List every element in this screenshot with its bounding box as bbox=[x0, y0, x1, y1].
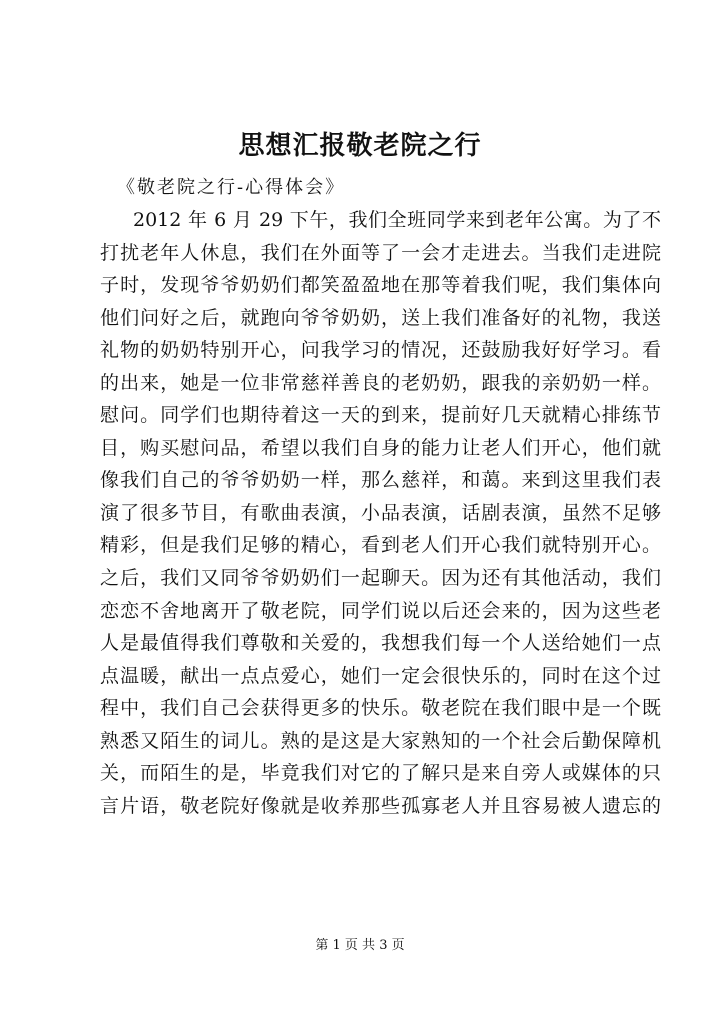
body-line: 程中，我们自己会获得更多的快乐。敬老院在我们眼中是一个既 bbox=[100, 697, 661, 720]
body-line: 熟悉又陌生的词儿。熟的是这是大家熟知的一个社会后勤保障机 bbox=[100, 729, 661, 752]
body-line: 之后，我们又同爷爷奶奶们一起聊天。因为还有其他活动，我们 bbox=[100, 567, 661, 590]
document-title: 思想汇报敬老院之行 bbox=[238, 131, 482, 161]
body-line: 慰问。同学们也期待着这一天的到来，提前好几天就精心排练节 bbox=[100, 404, 661, 427]
body-line: 言片语，敬老院好像就是收养那些孤寡老人并且容易被人遗忘的 bbox=[100, 794, 661, 817]
body-line: 点温暖，献出一点点爱心，她们一定会很快乐的，同时在这个过 bbox=[100, 664, 661, 687]
body-line: 像我们自己的爷爷奶奶一样，那么慈祥，和蔼。来到这里我们表 bbox=[100, 469, 661, 492]
body-line: 子时，发现爷爷奶奶们都笑盈盈地在那等着我们呢，我们集体向 bbox=[100, 274, 661, 297]
body-line: 人是最值得我们尊敬和关爱的，我想我们每一个人送给她们一点 bbox=[100, 632, 661, 655]
body-line: 打扰老年人休息，我们在外面等了一会才走进去。当我们走进院 bbox=[100, 241, 661, 264]
document-body bbox=[100, 204, 661, 822]
document-subtitle: 《敬老院之行-心得体会》 bbox=[117, 177, 346, 198]
body-line: 演了很多节目，有歌曲表演，小品表演，话剧表演，虽然不足够 bbox=[100, 501, 661, 524]
body-line: 关，而陌生的是，毕竟我们对它的了解只是来自旁人或媒体的只 bbox=[100, 762, 661, 785]
body-line: 恋恋不舍地离开了敬老院，同学们说以后还会来的，因为这些老 bbox=[100, 599, 661, 622]
body-line: 目，购买慰问品，希望以我们自身的能力让老人们开心，他们就 bbox=[100, 436, 661, 459]
body-line: 2012 年 6 月 29 下午，我们全班同学来到老年公寓。为了不 bbox=[133, 209, 661, 231]
page-number-footer: 第 1 页 共 3 页 bbox=[315, 938, 405, 953]
body-line: 他们问好之后，就跑向爷爷奶奶，送上我们准备好的礼物，我送 bbox=[100, 306, 661, 329]
body-line: 礼物的奶奶特别开心，问我学习的情况，还鼓励我好好学习。看 bbox=[100, 339, 661, 362]
body-line: 精彩，但是我们足够的精心，看到老人们开心我们就特别开心。 bbox=[100, 534, 661, 557]
body-line: 的出来，她是一位非常慈祥善良的老奶奶，跟我的亲奶奶一样。 bbox=[100, 371, 661, 394]
